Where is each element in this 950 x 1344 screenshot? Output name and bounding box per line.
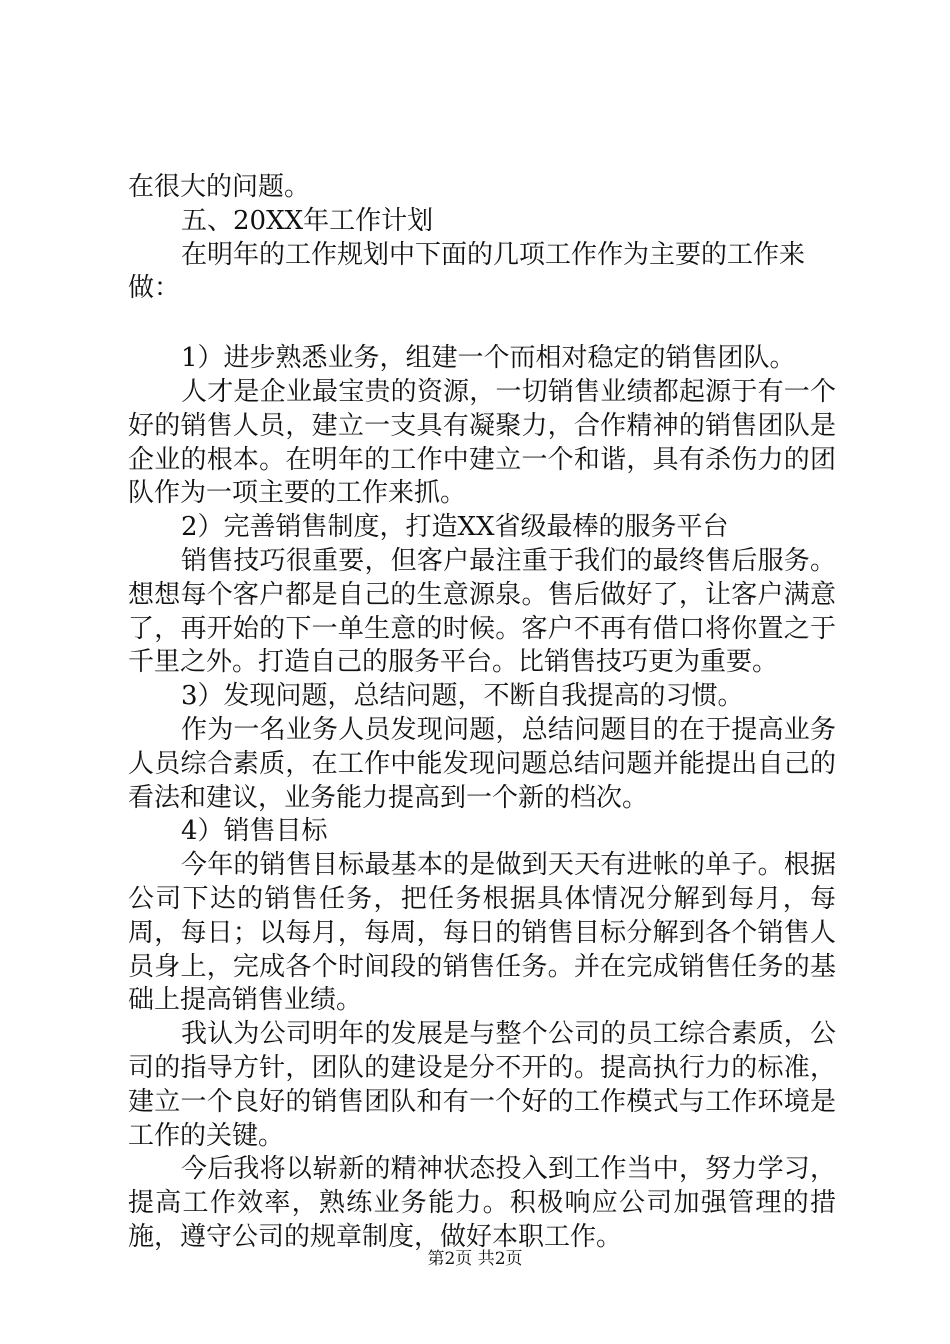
list-item-heading: 4）销售目标 (181, 816, 328, 847)
list-item-heading: 3）发现问题，总结问题，不断自我提高的习惯。 (181, 681, 744, 712)
paragraph: 今后我将以崭新的精神状态投入到工作当中，努力学习，提高工作效率，熟练业务能力。积极响应公司加强管理的措施，遵守公司的规章制度，做好本职工作。 (128, 1154, 836, 1252)
paragraph: 人才是企业最宝贵的资源，一切销售业绩都起源于有一个好的销售人员，建立一支具有凝聚力，合作精神的销售团队是企业的根本。在明年的工作中建立一个和谐，具有杀伤力的团队作为一项主要的工作来抓。 (128, 376, 836, 509)
blank-line (128, 306, 836, 342)
text-line: 在明年的工作规划中下面的几项工作作为主要的工作来做： (128, 239, 806, 304)
paragraph: 今年的销售目标最基本的是做到天天有进帐的单子。根据公司下达的销售任务，把任务根据具体情况分解到每月，每周，每日；以每月，每周，每日的销售目标分解到各个销售人员身上，完成各个时间段的销售任务。并在完成销售任务的基础上提高销售业绩。 (128, 850, 836, 1016)
text-line: 在很大的问题。 (128, 172, 311, 202)
paragraph: 销售技巧很重要，但客户最注重于我们的最终售后服务。想想每个客户都是自己的生意源泉。售后做好了，让客户满意了，再开始的下一单生意的时候。客户不再有借口将你置之于千里之外。打造自己的服务平台。比销售技巧更为重要。 (128, 545, 836, 678)
paragraph: 我认为公司明年的发展是与整个公司的员工综合素质，公司的指导方针，团队的建设是分不开的。提高执行力的标准，建立一个良好的销售团队和有一个好的工作模式与工作环境是工作的关键。 (128, 1019, 836, 1151)
list-item-heading: 2）完善销售制度，打造XX省级最棒的服务平台 (181, 512, 729, 543)
document-body (128, 171, 836, 1255)
page-footer: 第2页 共2页 (427, 1249, 523, 1269)
list-item-heading: 1）进步熟悉业务，组建一个而相对稳定的销售团队。 (181, 343, 796, 374)
section-heading: 五、20XX年工作计划 (181, 205, 434, 236)
paragraph: 作为一名业务人员发现问题，总结问题目的在于提高业务人员综合素质，在工作中能发现问题总结问题并能提出自己的看法和建议，业务能力提高到一个新的档次。 (128, 714, 836, 813)
